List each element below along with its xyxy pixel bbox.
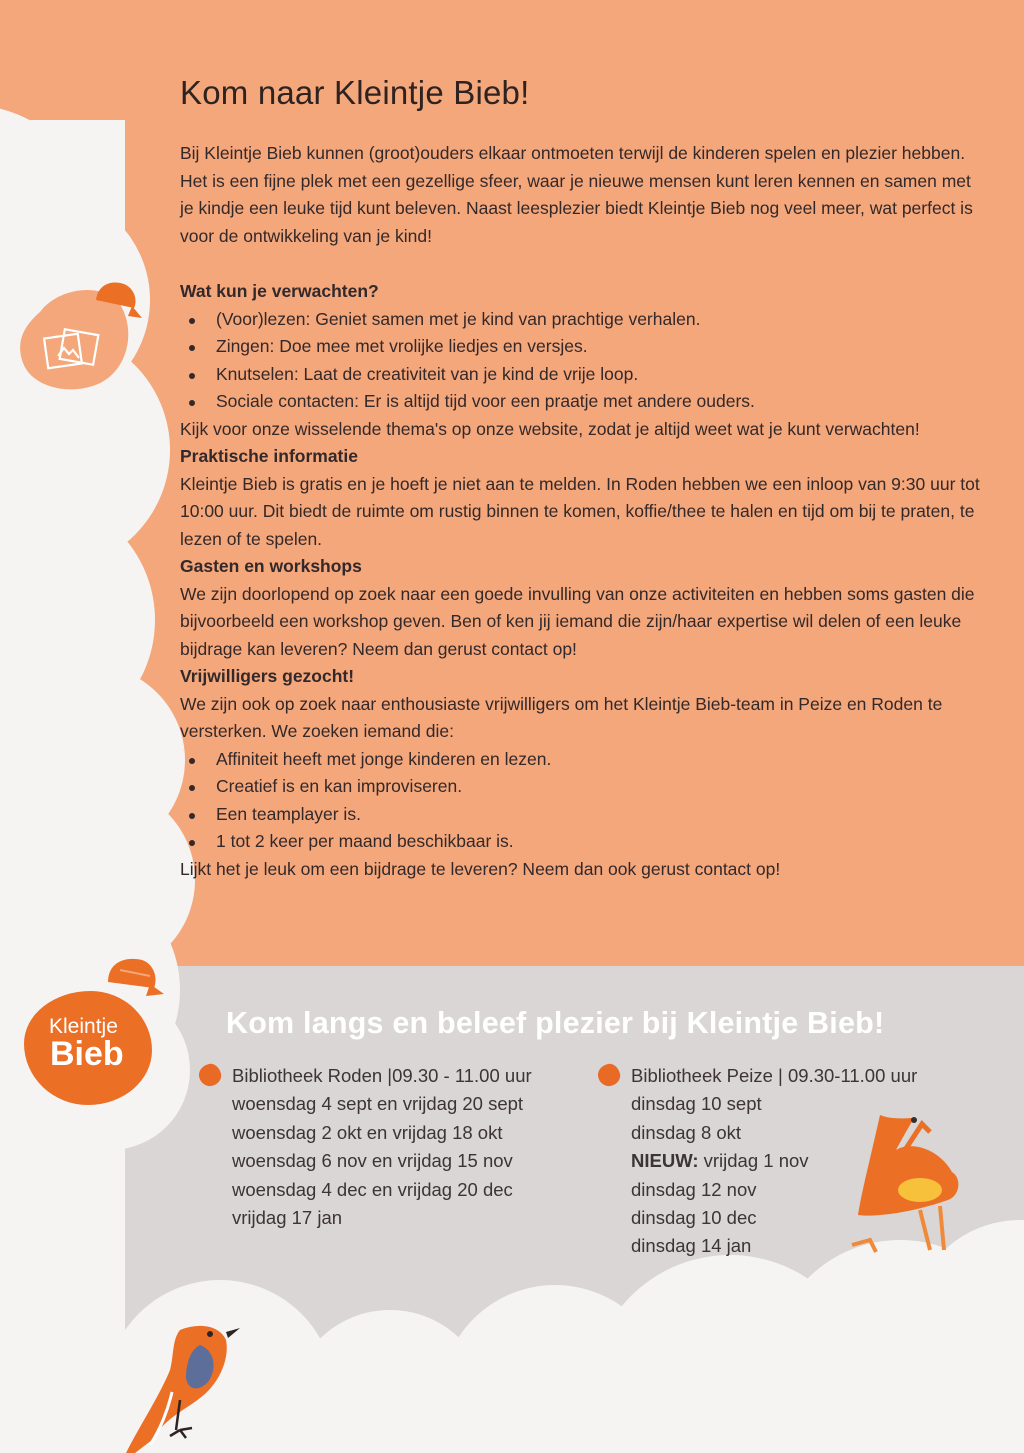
page-title: Kom naar Kleintje Bieb! [180,74,530,111]
expect-list [180,306,980,416]
schedule-roden [232,1062,532,1232]
intro-paragraph: Bij Kleintje Bieb kunnen (groot)ouders elkaar ontmoeten terwijl de kinderen spelen en plezier hebben. Het is een fijne plek met een gezellige sfeer, waar je nieuwe mensen kunt leren kennen en samen met je kindje een leuke tijd kunt beleven. Naast leesplezier biedt Kleintje Bieb nog veel meer, wat perfect is voor de ontwikkeling van je kind! [180,143,973,246]
expect-heading: Wat kun je verwachten? [180,281,379,301]
list-item: Sociale contacten: Er is altijd tijd voor een praatje met andere ouders. [180,388,980,416]
schedule-date: dinsdag 8 okt [631,1121,742,1143]
schedule-date: dinsdag 14 jan [631,1235,752,1257]
new-label: NIEUW: [631,1150,699,1172]
kleintje-bieb-logo [24,991,152,1105]
schedule-date: woensdag 4 dec en vrijdag 20 dec [232,1178,513,1200]
logo-line-2: Bieb [50,1035,124,1073]
schedule-date: dinsdag 10 sept [631,1093,762,1115]
list-item: Een teamplayer is. [180,801,980,829]
main-content [180,140,980,883]
list-item: Affiniteit heeft met jonge kinderen en lezen. [180,746,980,774]
list-item: Zingen: Doe mee met vrolijke liedjes en versjes. [180,333,980,361]
schedule-date: dinsdag 12 nov [631,1178,757,1200]
banner-heading: Kom langs en beleef plezier bij Kleintje Bieb! [226,1006,885,1040]
location-peize-label: Bibliotheek Peize | 09.30-11.00 uur [631,1065,918,1086]
schedule-date: vrijdag 17 jan [232,1207,343,1229]
list-item: 1 tot 2 keer per maand beschikbaar is. [180,828,980,856]
schedule-date: dinsdag 10 dec [631,1207,757,1229]
location-roden-label: Bibliotheek Roden |09.30 - 11.00 uur [232,1065,532,1086]
schedule-date: woensdag 6 nov en vrijdag 15 nov [232,1150,513,1172]
logo-line-1: Kleintje [49,1015,118,1038]
expect-note: Kijk voor onze wisselende thema's op onze website, zodat je altijd weet wat je kunt verwachten! [180,418,920,439]
schedule-date-new [631,1147,917,1175]
volunteers-closing: Lijkt het je leuk om een bijdrage te leveren? Neem dan ook gerust contact op! [180,858,781,879]
list-item: Creatief is en kan improviseren. [180,773,980,801]
volunteers-list [180,746,980,856]
location-peize [631,1062,917,1090]
guests-heading: Gasten en workshops [180,556,362,576]
schedule-date: woensdag 2 okt en vrijdag 18 okt [232,1121,503,1143]
volunteers-text: We zijn ook op zoek naar enthousiaste vrijwilligers om het Kleintje Bieb-team in Peize en Roden te versterken. We zoeken iemand die: [180,693,943,741]
schedule-date: woensdag 4 sept en vrijdag 20 sept [232,1093,524,1115]
guests-text: We zijn doorlopend op zoek naar een goede invulling van onze activiteiten en hebben soms gasten die bijvoorbeeld een workshop geven. Ben of ken jij iemand die zijn/haar expertise wil delen of een leuke bijdrage kan leveren? Neem dan gerust contact op! [180,583,975,659]
schedule-peize [631,1062,917,1261]
location-roden [232,1062,532,1090]
practical-heading: Praktische informatie [180,446,358,466]
practical-text: Kleintje Bieb is gratis en je hoeft je niet aan te melden. In Roden hebben we een inloop van 9:30 uur tot 10:00 uur. Dit biedt de ruimte om rustig binnen te komen, koffie/thee te halen en tijd om bij te praten, te lezen of te spelen. [180,473,980,549]
list-item: (Voor)lezen: Geniet samen met je kind van prachtige verhalen. [180,306,980,334]
list-item: Knutselen: Laat de creativiteit van je kind de vrije loop. [180,361,980,389]
new-date: vrijdag 1 nov [703,1150,809,1172]
volunteers-heading: Vrijwilligers gezocht! [180,666,355,686]
